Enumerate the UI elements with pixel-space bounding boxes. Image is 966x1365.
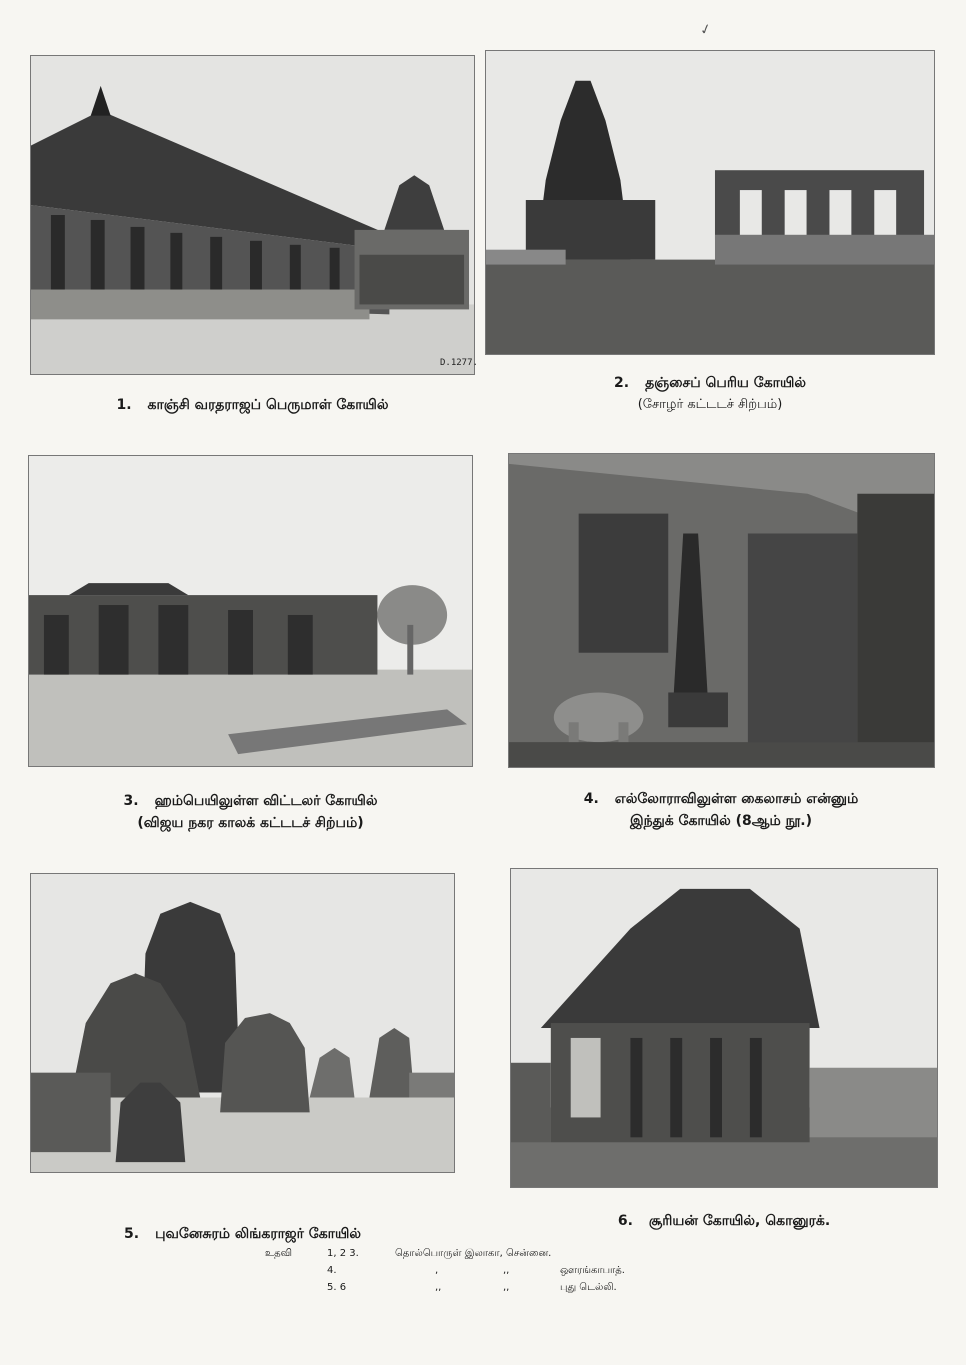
caption-5-title: புவனேசுரம் லிங்கராஜர் கோயில் <box>155 1226 361 1242</box>
caption-4 <box>495 788 947 832</box>
caption-6-number: 6. <box>617 1213 633 1229</box>
photo-1-kanchi-temple <box>30 55 475 375</box>
caption-5-number: 5. <box>124 1226 140 1242</box>
credits-row-3-photos: 5. 6 <box>327 1282 347 1293</box>
photo-6-konark-sun-temple <box>510 868 938 1188</box>
caption-6-title: சூரியன் கோயில், கொனுரக். <box>648 1213 831 1229</box>
caption-6 <box>510 1210 938 1232</box>
caption-2-subtitle: (சோழர் கட்டடச் சிற்பம்) <box>637 397 783 412</box>
caption-5 <box>30 1223 455 1245</box>
caption-4-title: எல்லோராவிலுள்ள கைலாசம் என்னும் <box>614 791 859 807</box>
caption-2-number: 2. <box>614 375 630 391</box>
pencil-check-mark: ✓ <box>698 20 714 40</box>
photo-3-hampi-vittala-temple <box>28 455 473 767</box>
credits-row-2-source: ஔரங்காபாத். <box>560 1265 625 1276</box>
credits-row-3-source: புது டெல்லி. <box>560 1282 617 1293</box>
caption-3 <box>28 790 473 834</box>
caption-4-number: 4. <box>583 791 599 807</box>
caption-3-title: ஹம்பெயிலுள்ள விட்டலர் கோயில் <box>154 793 378 809</box>
caption-3-number: 3. <box>123 793 139 809</box>
photo-4-ellora-kailasa <box>508 453 935 768</box>
caption-2-title: தஞ்சைப் பெரிய கோயில் <box>645 375 806 391</box>
caption-2 <box>485 372 935 416</box>
credits-row-3-ditto-1: ,, <box>435 1282 442 1293</box>
photo-2-thanjavur-temple <box>485 50 935 355</box>
credits-row-1-photos: 1, 2 3. <box>327 1248 359 1259</box>
caption-1-number: 1. <box>116 397 132 413</box>
credits-row-2-ditto-2: ,, <box>503 1265 510 1276</box>
caption-1 <box>30 394 475 416</box>
credits-row-3-ditto-2: ,, <box>503 1282 510 1293</box>
caption-1-title: காஞ்சி வரதராஜப் பெருமாள் கோயில் <box>147 397 389 413</box>
credits-row-2-photos: 4. <box>327 1265 337 1276</box>
caption-4-subtitle: இந்துக் கோயில் (8ஆம் நூ.) <box>629 813 813 829</box>
credits-row-2-ditto-1: , <box>435 1265 439 1276</box>
credits-label: உதவி <box>265 1248 292 1259</box>
plate-number: D.1277. <box>440 358 478 368</box>
caption-3-subtitle: (விஜய நகர காலக் கட்டடச் சிற்பம்) <box>137 815 364 831</box>
credits-row-1-source: தொல்பொருள் இலாகா, சென்னை. <box>395 1248 552 1259</box>
photo-5-lingaraja-temple <box>30 873 455 1173</box>
